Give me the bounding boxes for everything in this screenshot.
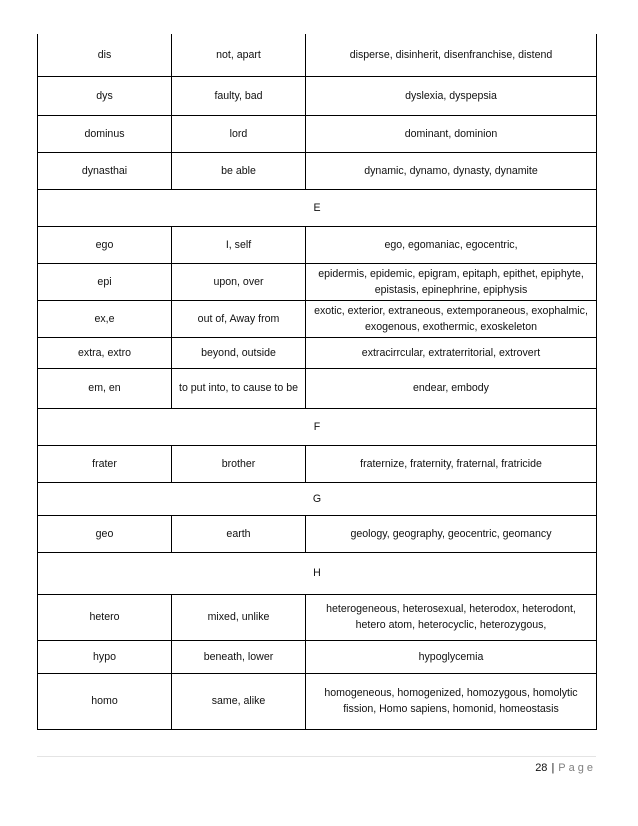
table-row (38, 152, 597, 189)
table-row (38, 263, 597, 300)
letter-header-row (38, 482, 597, 515)
examples-cell: endear, embody (306, 368, 597, 408)
root-cell: homo (38, 673, 172, 729)
root-cell: ego (38, 226, 172, 263)
footer-divider (37, 756, 596, 757)
root-cell: dominus (38, 115, 172, 152)
root-cell: em, en (38, 368, 172, 408)
meaning-cell: earth (172, 515, 306, 552)
table-row (38, 673, 597, 729)
meaning-cell: beneath, lower (172, 640, 306, 673)
meaning-cell: lord (172, 115, 306, 152)
root-cell: dynasthai (38, 152, 172, 189)
table-row (38, 515, 597, 552)
examples-cell: homogeneous, homogenized, homozygous, homolytic fission, Homo sapiens, homonid, homeostasis (306, 673, 597, 729)
table-row (38, 445, 597, 482)
letter-header-row (38, 408, 597, 445)
root-cell: hypo (38, 640, 172, 673)
meaning-cell: not, apart (172, 34, 306, 76)
root-cell: epi (38, 263, 172, 300)
examples-cell: dyslexia, dyspepsia (306, 76, 597, 115)
examples-cell: dominant, dominion (306, 115, 597, 152)
footer-separator: | (551, 762, 555, 774)
meaning-cell: be able (172, 152, 306, 189)
letter-heading: E (38, 189, 597, 226)
letter-header-row (38, 552, 597, 594)
page-footer (535, 762, 596, 774)
examples-cell: exotic, exterior, extraneous, extemporaneous, exophalmic, exogenous, exothermic, exoskeleton (306, 300, 597, 337)
meaning-cell: brother (172, 445, 306, 482)
meaning-cell: I, self (172, 226, 306, 263)
letter-heading: G (38, 482, 597, 515)
examples-cell: extracirrcular, extraterritorial, extrovert (306, 337, 597, 368)
examples-cell: ego, egomaniac, egocentric, (306, 226, 597, 263)
page-label: Page (558, 762, 596, 774)
root-cell: dys (38, 76, 172, 115)
examples-cell: epidermis, epidemic, epigram, epitaph, epithet, epiphyte, epistasis, epinephrine, epiphysis (306, 263, 597, 300)
table-row (38, 368, 597, 408)
meaning-cell: same, alike (172, 673, 306, 729)
root-cell: dis (38, 34, 172, 76)
table-row (38, 640, 597, 673)
meaning-cell: to put into, to cause to be (172, 368, 306, 408)
table-row (38, 337, 597, 368)
table-row (38, 115, 597, 152)
examples-cell: fraternize, fraternity, fraternal, fratricide (306, 445, 597, 482)
root-cell: frater (38, 445, 172, 482)
examples-cell: hypoglycemia (306, 640, 597, 673)
page-number: 28 (535, 762, 548, 774)
meaning-cell: beyond, outside (172, 337, 306, 368)
meaning-cell: mixed, unlike (172, 594, 306, 640)
root-cell: hetero (38, 594, 172, 640)
examples-cell: heterogeneous, heterosexual, heterodox, heterodont, hetero atom, heterocyclic, heterozygous, (306, 594, 597, 640)
table-row (38, 34, 597, 76)
examples-cell: dynamic, dynamo, dynasty, dynamite (306, 152, 597, 189)
root-cell: extra, extro (38, 337, 172, 368)
examples-cell: disperse, disinherit, disenfranchise, distend (306, 34, 597, 76)
letter-heading: F (38, 408, 597, 445)
examples-cell: geology, geography, geocentric, geomancy (306, 515, 597, 552)
meaning-cell: out of, Away from (172, 300, 306, 337)
table-row (38, 226, 597, 263)
meaning-cell: upon, over (172, 263, 306, 300)
meaning-cell: faulty, bad (172, 76, 306, 115)
root-cell: ex,e (38, 300, 172, 337)
table-row (38, 594, 597, 640)
roots-table (37, 34, 597, 730)
table-row (38, 300, 597, 337)
letter-heading: H (38, 552, 597, 594)
table-row (38, 76, 597, 115)
root-cell: geo (38, 515, 172, 552)
letter-header-row (38, 189, 597, 226)
